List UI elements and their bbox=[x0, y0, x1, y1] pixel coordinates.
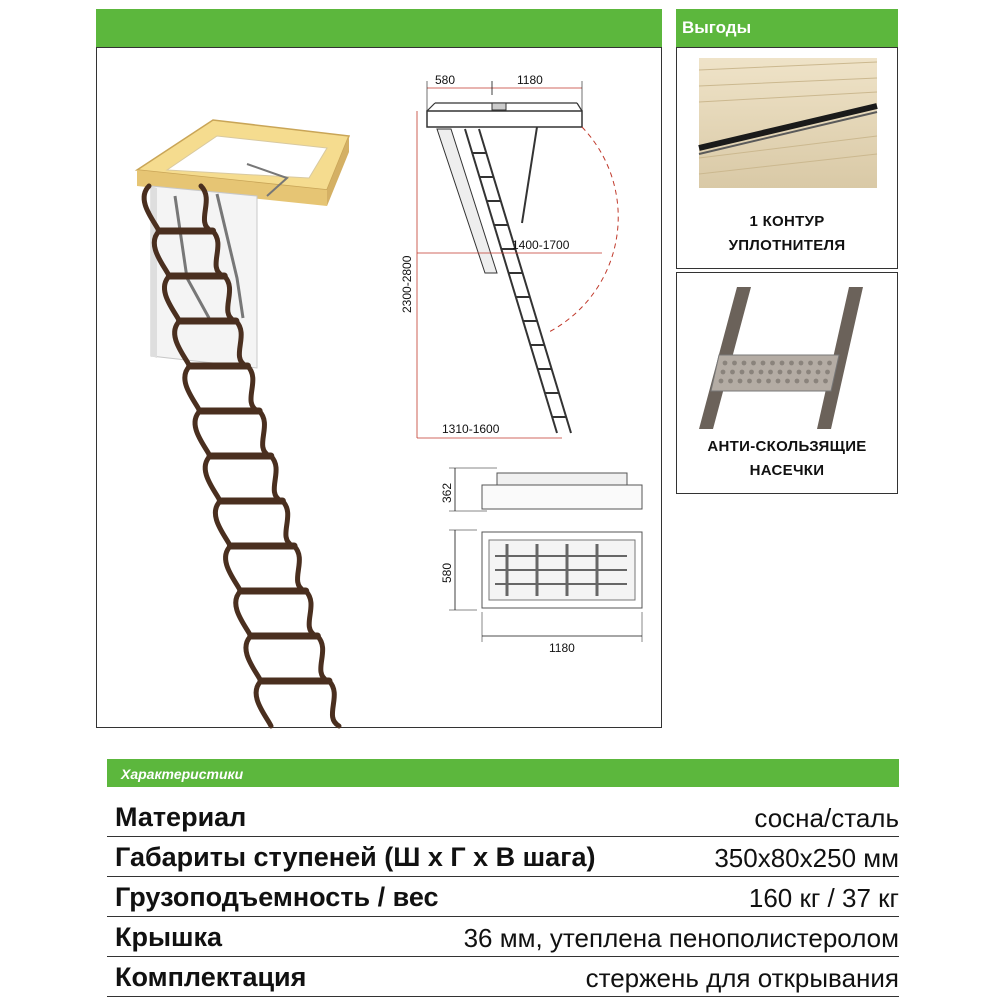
seal-photo bbox=[699, 58, 877, 188]
ladder-link-left bbox=[195, 411, 210, 456]
dim-1180-top-label: 1180 bbox=[517, 73, 543, 87]
antislip-dot bbox=[827, 361, 832, 366]
antislip-dot bbox=[768, 370, 773, 375]
antislip-dot bbox=[789, 361, 794, 366]
dim-base-label: 1310-1600 bbox=[442, 422, 500, 436]
antislip-dot bbox=[806, 370, 811, 375]
antislip-dot bbox=[740, 370, 745, 375]
ladder-link-left bbox=[246, 636, 261, 681]
benefits-header-bar bbox=[676, 9, 898, 47]
ladder-link-right bbox=[282, 501, 292, 546]
antislip-dot bbox=[747, 379, 752, 384]
dim-362-label: 362 bbox=[440, 482, 454, 503]
antislip-dot bbox=[757, 379, 762, 384]
antislip-dot bbox=[761, 361, 766, 366]
ladder-link-right bbox=[294, 546, 304, 591]
antislip-dot bbox=[785, 379, 790, 384]
antislip-dot bbox=[825, 370, 830, 375]
ladder-link-left bbox=[226, 546, 241, 591]
antislip-dot bbox=[742, 361, 747, 366]
antislip-dot bbox=[728, 379, 733, 384]
antislip-dot bbox=[723, 361, 728, 366]
spec-value: 36 мм, утеплена пенополистеролом bbox=[463, 923, 899, 953]
spec-value: сосна/сталь bbox=[754, 803, 899, 833]
dim-height-label: 2300-2800 bbox=[400, 255, 414, 313]
antislip-dot bbox=[776, 379, 781, 384]
spec-value: стержень для открывания bbox=[585, 963, 899, 993]
antislip-dot bbox=[730, 370, 735, 375]
spec-name: Габариты ступеней (Ш х Г х В шага) bbox=[115, 842, 596, 872]
antislip-dot bbox=[778, 370, 783, 375]
ladder-link-left bbox=[215, 501, 230, 546]
product-panel bbox=[96, 47, 662, 728]
antislip-dot bbox=[787, 370, 792, 375]
benefit-card-antislip bbox=[676, 272, 898, 494]
ladder-link-left bbox=[236, 591, 251, 636]
spec-name: Комплектация bbox=[115, 962, 307, 992]
spec-row-step-size bbox=[107, 838, 899, 877]
main-header-bar bbox=[96, 9, 662, 47]
side-elevation-drawing bbox=[400, 73, 657, 443]
ladder-product-image bbox=[117, 78, 367, 718]
spec-value: 160 кг / 37 кг bbox=[748, 883, 899, 913]
antislip-dot bbox=[797, 370, 802, 375]
ladder-link-right bbox=[248, 366, 258, 411]
antislip-dot bbox=[795, 379, 800, 384]
antislip-dot bbox=[814, 379, 819, 384]
antislip-dot bbox=[770, 361, 775, 366]
antislip-dot bbox=[719, 379, 724, 384]
spec-row-lid bbox=[107, 918, 899, 957]
dim-1180-bottom-label: 1180 bbox=[549, 641, 575, 655]
antislip-dot bbox=[749, 370, 754, 375]
ladder-link-right bbox=[306, 591, 316, 636]
antislip-dot bbox=[816, 370, 821, 375]
specs-title: Характеристики bbox=[121, 766, 244, 782]
antislip-dot bbox=[721, 370, 726, 375]
antislip-dot bbox=[738, 379, 743, 384]
profile-drawing bbox=[437, 463, 657, 518]
benefit-label-seal: 1 КОНТУР УПЛОТНИТЕЛЯ bbox=[728, 213, 846, 254]
ladder-link-right bbox=[317, 636, 327, 681]
spec-name: Крышка bbox=[115, 922, 223, 952]
spec-row-capacity bbox=[107, 878, 899, 917]
antislip-dot bbox=[732, 361, 737, 366]
antislip-dot bbox=[804, 379, 809, 384]
antislip-dot bbox=[759, 370, 764, 375]
antislip-dot bbox=[808, 361, 813, 366]
ladder-link-left bbox=[256, 681, 271, 726]
ladder-link-left bbox=[205, 456, 220, 501]
spec-row-kit bbox=[107, 958, 899, 997]
antislip-step-photo bbox=[699, 287, 877, 429]
antislip-dot bbox=[799, 361, 804, 366]
plan-drawing bbox=[437, 528, 657, 653]
ladder-link-right bbox=[329, 681, 339, 726]
benefits-title: Выгоды bbox=[682, 18, 752, 37]
dim-580-top-label: 580 bbox=[435, 73, 456, 87]
spec-row-material bbox=[107, 798, 899, 837]
benefit-card-seal bbox=[676, 47, 898, 269]
benefit-label-antislip: АНТИ-СКОЛЬЗЯЩИЕ НАСЕЧКИ bbox=[707, 438, 867, 479]
ladder-link-right bbox=[271, 456, 281, 501]
antislip-dot bbox=[823, 379, 828, 384]
spec-name: Грузоподъемность / вес bbox=[115, 882, 439, 912]
spec-value: 350x80x250 мм bbox=[714, 843, 899, 873]
dim-reach-label: 1400-1700 bbox=[512, 238, 570, 252]
antislip-dot bbox=[818, 361, 823, 366]
antislip-dot bbox=[780, 361, 785, 366]
spec-name: Материал bbox=[115, 802, 247, 832]
dim-580-side-label: 580 bbox=[440, 562, 454, 583]
ladder-link-right bbox=[259, 411, 269, 456]
ladder-link-left bbox=[185, 366, 200, 411]
antislip-dot bbox=[766, 379, 771, 384]
antislip-dot bbox=[751, 361, 756, 366]
specs-header-bar bbox=[107, 759, 899, 787]
